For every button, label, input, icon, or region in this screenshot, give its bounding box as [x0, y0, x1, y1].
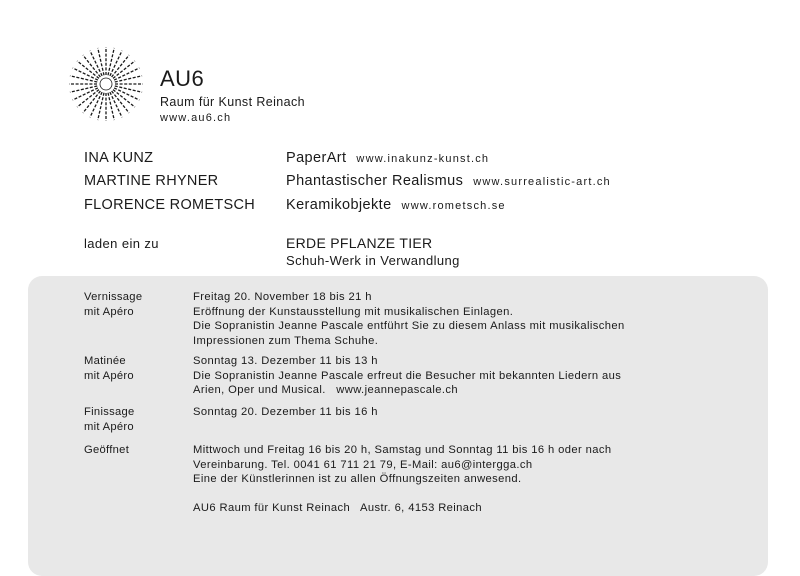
label-line: Finissage [84, 406, 135, 418]
brand-url: www.au6.ch [160, 112, 232, 124]
artist-name: FLORENCE ROMETSCH [84, 197, 256, 213]
label-line: mit Apéro [84, 305, 134, 318]
artist-art [286, 173, 611, 189]
finissage-details [193, 405, 378, 420]
label-line: Vernissage [84, 291, 143, 303]
detail-line: Vereinbarung. Tel. 0041 61 711 21 79, E-Mail: au6@intergga.ch [193, 458, 533, 471]
brand-name: AU6 [160, 66, 205, 91]
label-line: mit Apéro [84, 420, 134, 433]
artist-url: www.surrealistic-art.ch [473, 176, 611, 188]
opening-label [84, 443, 129, 458]
detail-line: Arien, Oper und Musical. www.jeannepascale.ch [193, 384, 459, 397]
detail-line: Die Sopranistin Jeanne Pascale erfreut die Besucher mit bekannten Liedern aus [193, 369, 622, 382]
art-title: Keramikobjekte [286, 197, 392, 213]
artist-art [286, 197, 506, 213]
label-line: Matinée [84, 355, 126, 367]
address-line: AU6 Raum für Kunst Reinach Austr. 6, 4153 Reinach [193, 502, 483, 515]
brand-subtitle: Raum für Kunst Reinach [160, 95, 305, 109]
vernissage-details [193, 290, 625, 348]
matinee-label [84, 354, 134, 383]
finissage-label [84, 405, 135, 434]
matinee-details [193, 354, 621, 398]
label-line: mit Apéro [84, 369, 134, 382]
detail-line: Die Sopranistin Jeanne Pascale entführt Sie zu diesem Anlass mit musikalischen [193, 320, 625, 333]
detail-line: Eine der Künstlerinnen ist zu allen Öffnungszeiten anwesend. [193, 473, 522, 486]
art-title: Phantastischer Realismus [286, 173, 464, 189]
detail-line [193, 487, 612, 502]
artist-name: INA KUNZ [84, 150, 154, 166]
artist-url: www.inakunz-kunst.ch [356, 153, 490, 165]
detail-line: Freitag 20. November 18 bis 21 h [193, 291, 372, 303]
detail-line: Sonntag 13. Dezember 11 bis 13 h [193, 355, 378, 367]
artist-art [286, 150, 489, 166]
art-title: PaperArt [286, 150, 347, 166]
detail-line: Sonntag 20. Dezember 11 bis 16 h [193, 406, 378, 418]
label-line: Geöffnet [84, 444, 130, 456]
detail-line: Mittwoch und Freitag 16 bis 20 h, Samstag und Sonntag 11 bis 16 h oder nach [193, 444, 612, 456]
artist-name: MARTINE RHYNER [84, 173, 219, 189]
exhibition-title: ERDE PFLANZE TIER [286, 235, 433, 251]
artist-url: www.rometsch.se [401, 200, 506, 212]
detail-line: Impressionen zum Thema Schuhe. [193, 334, 379, 347]
invitation-text: laden ein zu [84, 236, 159, 251]
opening-details [193, 443, 612, 516]
au6-logo-icon [66, 44, 146, 124]
detail-line: Eröffnung der Kunstausstellung mit musikalischen Einlagen. [193, 305, 514, 318]
vernissage-label [84, 290, 142, 319]
exhibition-subtitle: Schuh-Werk in Verwandlung [286, 253, 460, 268]
